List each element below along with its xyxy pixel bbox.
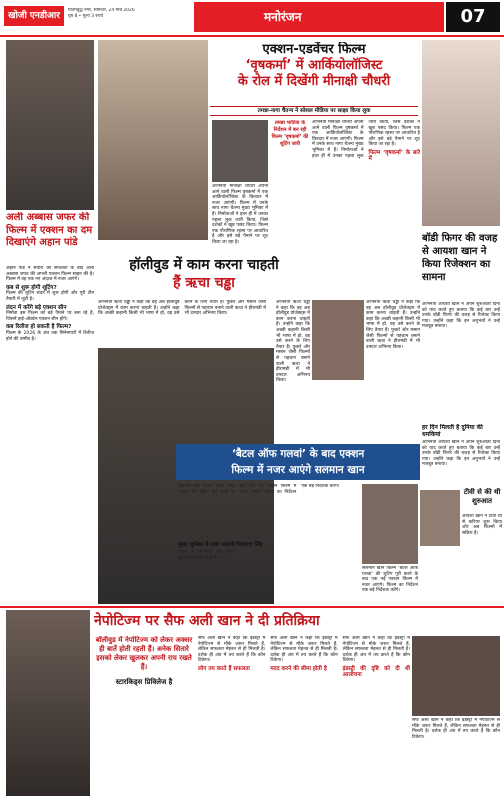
salman-body: सलमान खान फिल्म ‘बैटल ऑफ गलवां’ की शूटिंग पूरी करने के बाद एक नई एक्शन फिल्म में नजर आएंगे। फिल्म का निर्देशन एक बड़े निर्देशक करेंगे। [178, 484, 340, 495]
ayesha-tv-heading: टीवी से की थी शुरुआत [463, 488, 501, 505]
newspaper-logo: खोजी एनडीआर [4, 6, 64, 26]
saif-intro: बॉलीवुड में नेपोटिज्म को लेकर अक्सर ही बातें होती रहती हैं। अनेक सितारे इसको लेकर खुलकर अपनी राय रखते हैं। स्टारकिड्स प्रिविलेज है [95, 636, 193, 686]
richa-headline: हॉलीवुड में काम करना चाहती हैं ऋचा चड्ढा [129, 257, 279, 291]
top-rule [0, 35, 504, 37]
saif-inset-photo [412, 636, 500, 716]
ayesha-tv-body: आयशा खान ने टीवी शो से करियर शुरू किया और अब फिल्मों में सक्रिय हैं। [462, 514, 502, 536]
ahaan-a3: फिल्म के 2026 के अंत तक सिनेमाघरों में रिलीज होने की उम्मीद है। [6, 330, 94, 342]
lead-body: अभिनेत्री मीनाक्षी चौधरी अपनी आने वाली फिल्म वृषकर्मा में एक आर्कियोलॉजिस्ट के किरदार में नजर आएंगी। फिल्म में उनके साथ नागा चैतन्य मुख्य भूमिका में हैं। निर्माताओं ने हाल ही में उनका पहला लुक जारी किया, जिसे दर्शकों ने खूब पसंद किया। फिल्म एक पौराणिक रहस्य पर आधारित है और इसे बड़े पैमाने पर शूट किया जा रहा है। फिल्म ‘वृषकर्मा’ के बारे में [312, 120, 420, 162]
richa-body: अभिनेत्री ऋचा चड्ढा ने कहा कि वह अब हॉलीवुड प्रोजेक्ट्स में काम करना चाहती हैं। उन्होंने कहा कि अच्छी कहानी किसी भी भाषा में हो, वह उसे करने के लिए तैयार हैं। फुकरे और मसान जैसी फिल्मों से पहचान बनाने वाली ऋचा ने हीरामंडी में भी दमदार अभिनय किया। [98, 300, 266, 317]
ahaan-a2: निर्माता इस फिल्म को बड़े पैमाने पर बना रहे हैं, जिसमें हाई-ऑक्टेन एक्शन सीन होंगे। [6, 311, 94, 322]
ayesha-subhead: हर दिन मिलती है दुनिया की धमकियां [422, 424, 483, 438]
lead-headline: एक्शन-एडवेंचर फिल्म ‘वृषकर्मा’ में आर्कियोलॉजिस्ट के रोल में दिखेंगी मीनाक्षी चौधरी [237, 42, 391, 89]
ahaan-q1: कब से शुरू होगी शूटिंग? [6, 284, 57, 291]
salman-subhead: मुख्य भूमिका में नजर आएगी चित्रांगदा सिंह [178, 542, 263, 548]
saif-body: सैफ अली खान ने कहा कि इंडस्ट्री में नेपोटिज्म से मौके जरूर मिलते हैं, लेकिन सफलता मेहनत से ही मिलती है। दर्शक ही अंत में तय करते हैं कि कौन टिकेगा। लोग तय करते हैं सफलता सैफ अली खान ने कहा कि इंडस्ट्री में नेपोटिज्म से मौके जरूर मिलते हैं, लेकिन सफलता मेहनत से ही मिलती है। दर्शक ही अंत में तय करते हैं कि कौन टिकेगा। मदद करने की सीमा होती है सैफ अली खान ने कहा कि इंडस्ट्री में नेपोटिज्म से मौके जरूर मिलते हैं, लेकिन सफलता मेहनत से ही मिलती है। दर्शक ही अंत में तय करते हैं कि कौन टिकेगा। इंडस्ट्री की दृष्टि को दी थी आलोचना [198, 636, 410, 678]
masthead [0, 0, 504, 34]
ahaan-article [6, 266, 94, 596]
chitrangda-photo [362, 484, 418, 564]
salman-banner: ‘बैटल ऑफ गलवां’ के बाद एक्शन फिल्म में नजर आएंगे सलमान खान [176, 444, 420, 480]
ayesha-headline: बॉडी फिगर की वजह से आयशा खान ने किया रिजेक्शन का सामना [422, 233, 498, 283]
ahaan-q2: लंदन में करेंगे बड़े एक्शन सीन [6, 304, 67, 311]
lead-body-2: अभिनेत्री मीनाक्षी चौधरी अपनी आने वाली फिल्म वृषकर्मा में एक आर्कियोलॉजिस्ट के किरदार में नजर आएंगी। फिल्म में उनके साथ नागा चैतन्य मुख्य भूमिका में हैं। निर्माताओं ने हाल ही में उनका पहला लुक जारी किया, जिसे दर्शकों ने खूब पसंद किया। फिल्म एक पौराणिक रहस्य पर आधारित है और इसे बड़े पैमाने पर शूट किया जा रहा है। [212, 184, 268, 245]
richa-photo [312, 300, 364, 380]
salman-body-2: सलमान खान फिल्म ‘बैटल ऑफ गलवां’ की शूटिंग पूरी करने के बाद एक नई एक्शन फिल्म में नजर आएंगे। फिल्म का निर्देशन एक बड़े निर्देशक करेंगे। [362, 566, 418, 594]
saif-sub4: इंडस्ट्री की दृष्टि को दी थी आलोचना [342, 665, 410, 678]
lead-subhead: तमन्ना-नागा चैतन्य ने सोशल मीडिया पर साझा किया लुक [210, 106, 418, 116]
saif-rule [0, 606, 504, 608]
ahaan-body: अहान पांडे ने सैयारा की सफलता के बाद अली अब्बास जफर की अगली एक्शन फिल्म साइन की है। फिल्म में वह एक नए अंदाज में नजर आएंगे। [6, 266, 94, 283]
naga-chaitanya-photo [212, 120, 268, 182]
ahaan-a1: फिल्म की शूटिंग लंदन में शुरू होगी और पूरी टीम तैयारी में जुटी है। [6, 291, 94, 302]
saif-sub1: स्टारकिड्स प्रिविलेज है [115, 678, 173, 686]
ahaan-q3: कब रिलीज हो सकती है फिल्म? [6, 324, 72, 331]
ayesha-body-2: अभिनेत्री आयशा खान ने अपने शुरुआती दिनों को याद करते हुए बताया कि कई बार उन्हें उनके बॉडी फिगर की वजह से रिजेक्ट किया गया। उन्होंने कहा कि इन अनुभवों ने उन्हें मजबूत बनाया। [422, 440, 500, 468]
salman-sub-body: फिल्म में चित्रांगदा सिंह मुख्य भूमिका निभाती दिखेंगी। [178, 550, 235, 561]
saif-sub2: लोग तय करते हैं सफलता [198, 665, 250, 672]
richa-body-3: अभिनेत्री ऋचा चड्ढा ने कहा कि वह अब हॉलीवुड प्रोजेक्ट्स में काम करना चाहती हैं। उन्होंने कहा कि अच्छी कहानी किसी भी भाषा में हो, वह उसे करने के लिए तैयार हैं। फुकरे और मसान जैसी फिल्मों से पहचान बनाने वाली ऋचा ने हीरामंडी में भी दमदार अभिनय किया। [366, 300, 420, 350]
ahaan-headline: अली अब्बास जफर की फिल्म में एक्शन का दम दिखाएंगे अहान पांडे [6, 212, 93, 248]
ayesha-body: अभिनेत्री आयशा खान ने अपने शुरुआती दिनों को याद करते हुए बताया कि कई बार उन्हें उनके बॉडी फिगर की वजह से रिजेक्ट किया गया। उन्होंने कहा कि इन अनुभवों ने उन्हें मजबूत बनाया। [422, 302, 500, 330]
saif-headline: नेपोटिज्म पर सैफ अली खान ने दी प्रतिक्रिया [94, 613, 320, 629]
ayesha-inset-photo [420, 490, 460, 546]
saif-photo [6, 610, 90, 796]
lead-side-note: तमन्ना भाटिया के निर्देशन में बन रही फिल्म ‘वृषकर्मा’ की शूटिंग जारी [271, 120, 309, 147]
saif-body-2: सैफ अली खान ने कहा कि इंडस्ट्री में नेपोटिज्म से मौके जरूर मिलते हैं, लेकिन सफलता मेहनत से ही मिलती है। दर्शक ही अंत में तय करते हैं कि कौन टिकेगा। [412, 718, 500, 740]
lead-film-heading: फिल्म ‘वृषकर्मा’ के बारे में [368, 149, 420, 162]
issue-date: गौतमबुद्ध नगर, सोमवार, 24 मार्च 2026 [68, 8, 135, 13]
page-number: 07 [446, 2, 500, 32]
section-title: मनोरंजन [194, 2, 444, 32]
issue-price: पृष्ठ 8 • मूल्य 3 रुपये [68, 14, 104, 19]
saif-sub3: मदद करने की सीमा होती है [270, 665, 327, 672]
ahaan-photo [6, 40, 94, 210]
richa-body-2: अभिनेत्री ऋचा चड्ढा ने कहा कि वह अब हॉलीवुड प्रोजेक्ट्स में काम करना चाहती हैं। उन्होंने कहा कि अच्छी कहानी किसी भी भाषा में हो, वह उसे करने के लिए तैयार हैं। फुकरे और मसान जैसी फिल्मों से पहचान बनाने वाली ऋचा ने हीरामंडी में भी दमदार अभिनय किया। [276, 300, 310, 384]
ayesha-photo [422, 40, 500, 226]
meenakshi-photo [98, 40, 208, 240]
